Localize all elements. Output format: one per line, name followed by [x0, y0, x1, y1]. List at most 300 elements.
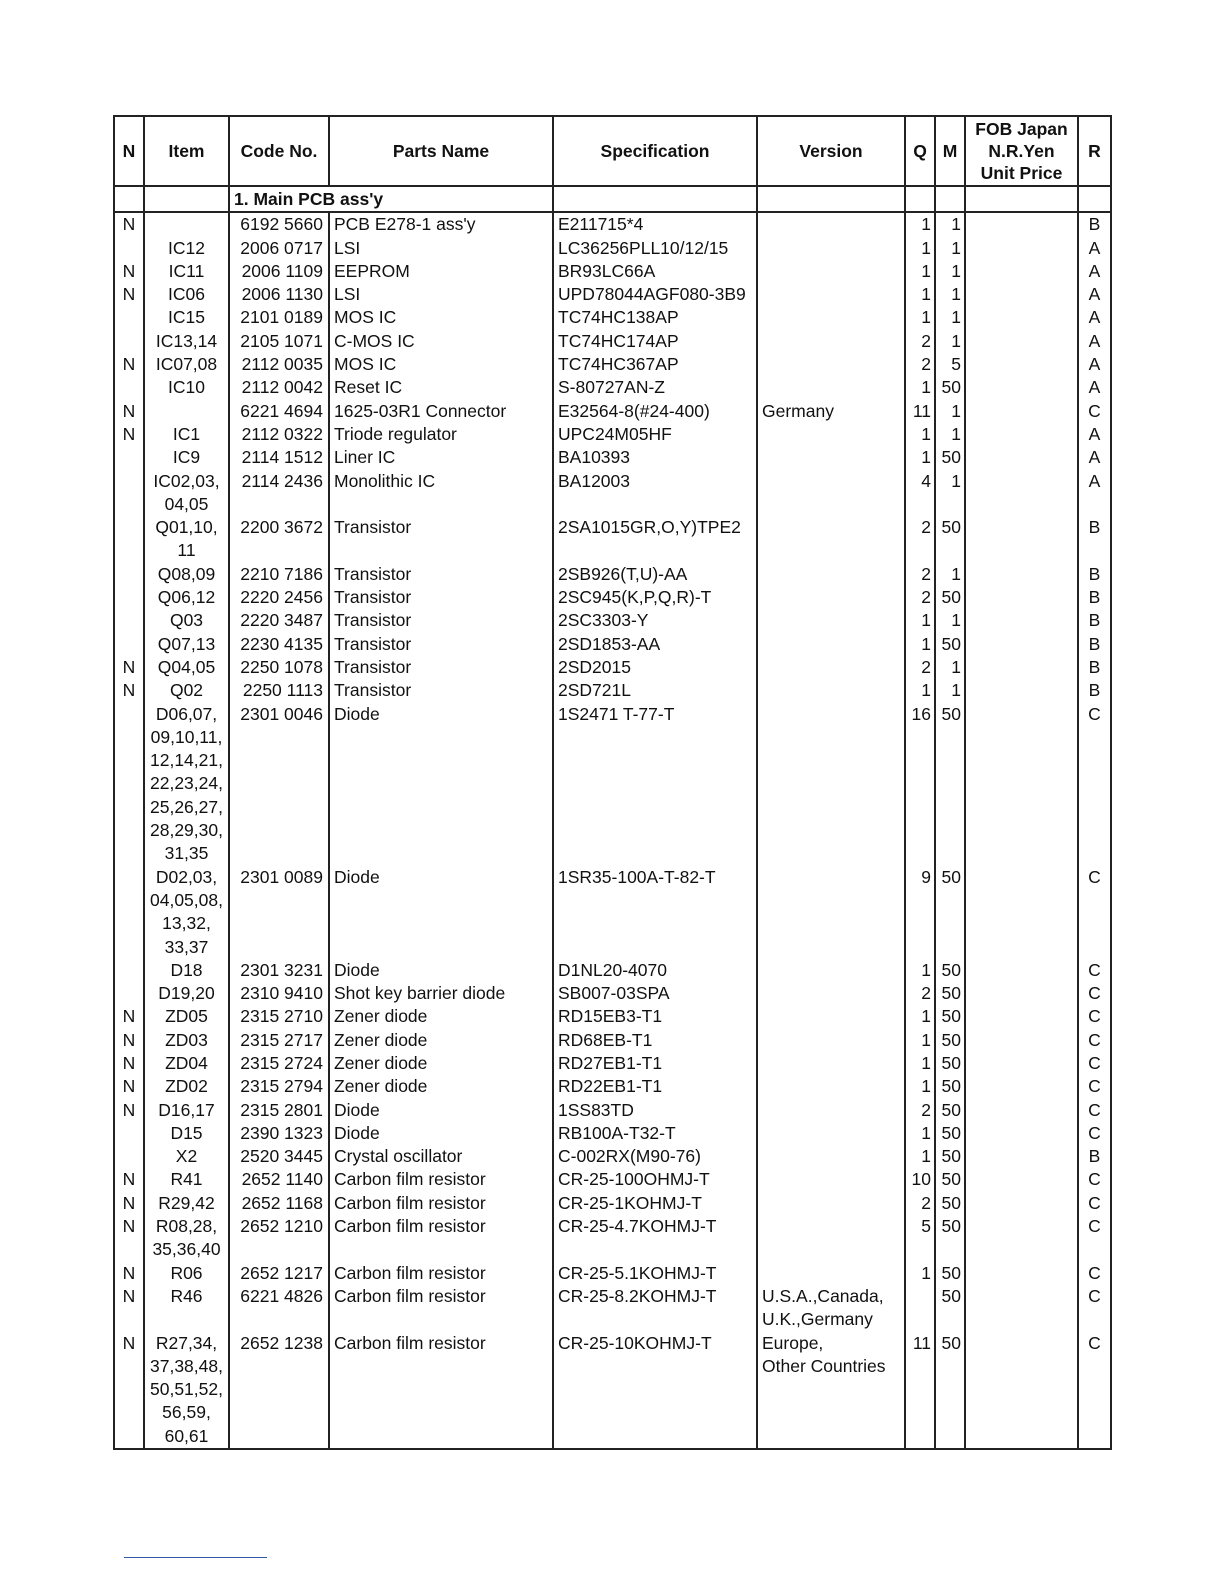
code-cell: 2112 0322	[229, 423, 329, 446]
n-cell	[114, 982, 144, 1005]
code-cell: 2006 1130	[229, 283, 329, 306]
item-cell: R08,28, 35,36,40	[144, 1215, 229, 1262]
specification-cell: E211715*4	[553, 212, 757, 236]
code-cell: 6221 4826	[229, 1285, 329, 1332]
m-cell: 50	[935, 982, 965, 1005]
section-row	[114, 186, 1111, 212]
parts-name-cell: Transistor	[329, 586, 553, 609]
parts-list-sheet	[113, 115, 1110, 1450]
m-cell: 50	[935, 586, 965, 609]
m-cell: 50	[935, 1099, 965, 1122]
parts-name-cell: Carbon film resistor	[329, 1262, 553, 1285]
q-cell: 2	[905, 353, 935, 376]
q-cell: 1	[905, 283, 935, 306]
code-cell: 2220 3487	[229, 609, 329, 632]
parts-name-cell: Diode	[329, 959, 553, 982]
specification-cell: 2SD1853-AA	[553, 633, 757, 656]
r-cell: C	[1078, 1075, 1111, 1098]
q-cell: 1	[905, 376, 935, 399]
price-cell	[965, 679, 1078, 702]
n-cell	[114, 516, 144, 563]
n-cell: N	[114, 400, 144, 423]
item-cell: D16,17	[144, 1099, 229, 1122]
price-cell	[965, 586, 1078, 609]
n-cell	[114, 376, 144, 399]
n-cell: N	[114, 656, 144, 679]
m-cell: 50	[935, 1262, 965, 1285]
q-cell	[905, 1285, 935, 1332]
r-cell: A	[1078, 283, 1111, 306]
version-cell	[757, 1029, 905, 1052]
parts-name-cell: C-MOS IC	[329, 330, 553, 353]
r-cell: A	[1078, 423, 1111, 446]
q-cell: 1	[905, 260, 935, 283]
r-cell: B	[1078, 609, 1111, 632]
parts-name-cell: Transistor	[329, 656, 553, 679]
table-row	[114, 959, 1111, 982]
specification-cell: BR93LC66A	[553, 260, 757, 283]
specification-cell: TC74HC174AP	[553, 330, 757, 353]
specification-cell: 2SD721L	[553, 679, 757, 702]
price-cell	[965, 866, 1078, 959]
version-cell	[757, 1122, 905, 1145]
r-cell: C	[1078, 1332, 1111, 1449]
item-cell: Q08,09	[144, 563, 229, 586]
n-cell	[114, 633, 144, 656]
version-cell	[757, 516, 905, 563]
version-cell	[757, 306, 905, 329]
q-cell: 1	[905, 237, 935, 260]
version-cell	[757, 1005, 905, 1028]
r-cell: B	[1078, 516, 1111, 563]
m-cell: 1	[935, 283, 965, 306]
price-cell	[965, 1099, 1078, 1122]
r-cell: B	[1078, 586, 1111, 609]
specification-cell: UPD78044AGF080-3B9	[553, 283, 757, 306]
parts-name-cell: Zener diode	[329, 1005, 553, 1028]
specification-cell: S-80727AN-Z	[553, 376, 757, 399]
n-cell	[114, 470, 144, 517]
version-cell	[757, 679, 905, 702]
code-cell: 2310 9410	[229, 982, 329, 1005]
q-cell: 1	[905, 679, 935, 702]
n-cell	[114, 703, 144, 866]
q-cell: 1	[905, 212, 935, 236]
r-cell: C	[1078, 1122, 1111, 1145]
version-cell	[757, 609, 905, 632]
price-cell	[965, 1029, 1078, 1052]
q-cell: 10	[905, 1168, 935, 1191]
version-cell	[757, 1145, 905, 1168]
price-cell	[965, 633, 1078, 656]
parts-name-cell: Transistor	[329, 633, 553, 656]
q-cell: 9	[905, 866, 935, 959]
item-cell: IC9	[144, 446, 229, 469]
table-row	[114, 1029, 1111, 1052]
table-row	[114, 1192, 1111, 1215]
item-cell: Q01,10, 11	[144, 516, 229, 563]
r-cell: B	[1078, 679, 1111, 702]
code-cell: 2006 0717	[229, 237, 329, 260]
table-row	[114, 1168, 1111, 1191]
price-cell	[965, 982, 1078, 1005]
item-cell: IC02,03, 04,05	[144, 470, 229, 517]
r-cell: C	[1078, 959, 1111, 982]
n-cell	[114, 446, 144, 469]
parts-name-cell: Reset IC	[329, 376, 553, 399]
price-cell	[965, 306, 1078, 329]
specification-cell: E32564-8(#24-400)	[553, 400, 757, 423]
q-cell: 1	[905, 1075, 935, 1098]
r-cell: A	[1078, 470, 1111, 517]
item-cell: R06	[144, 1262, 229, 1285]
r-cell: A	[1078, 260, 1111, 283]
r-cell: A	[1078, 353, 1111, 376]
parts-name-cell: Carbon film resistor	[329, 1192, 553, 1215]
version-cell	[757, 283, 905, 306]
code-cell: 2230 4135	[229, 633, 329, 656]
r-cell: B	[1078, 563, 1111, 586]
m-cell: 1	[935, 237, 965, 260]
col-header-q: Q	[905, 116, 935, 186]
code-cell: 2315 2724	[229, 1052, 329, 1075]
r-cell: B	[1078, 633, 1111, 656]
table-row	[114, 470, 1111, 517]
specification-cell: 2SD2015	[553, 656, 757, 679]
n-cell: N	[114, 1285, 144, 1332]
item-cell: IC06	[144, 283, 229, 306]
n-cell	[114, 959, 144, 982]
parts-name-cell: Transistor	[329, 563, 553, 586]
specification-cell: CR-25-5.1KOHMJ-T	[553, 1262, 757, 1285]
parts-name-cell: Diode	[329, 1122, 553, 1145]
q-cell: 1	[905, 633, 935, 656]
table-row	[114, 586, 1111, 609]
table-row	[114, 1145, 1111, 1168]
item-cell: Q03	[144, 609, 229, 632]
n-cell: N	[114, 260, 144, 283]
parts-name-cell: Diode	[329, 1099, 553, 1122]
q-cell: 1	[905, 1122, 935, 1145]
r-cell: C	[1078, 1215, 1111, 1262]
table-row	[114, 306, 1111, 329]
r-cell: A	[1078, 376, 1111, 399]
parts-name-cell: Zener diode	[329, 1052, 553, 1075]
version-cell	[757, 1168, 905, 1191]
table-row	[114, 1052, 1111, 1075]
code-cell: 2250 1078	[229, 656, 329, 679]
m-cell: 50	[935, 1285, 965, 1332]
m-cell: 50	[935, 1029, 965, 1052]
r-cell: C	[1078, 703, 1111, 866]
specification-cell: 2SC945(K,P,Q,R)-T	[553, 586, 757, 609]
table-row	[114, 656, 1111, 679]
table-row	[114, 633, 1111, 656]
m-cell: 50	[935, 1005, 965, 1028]
price-cell	[965, 237, 1078, 260]
price-cell	[965, 1215, 1078, 1262]
table-row	[114, 212, 1111, 236]
table-row	[114, 260, 1111, 283]
n-cell	[114, 306, 144, 329]
q-cell: 5	[905, 1215, 935, 1262]
code-cell: 2301 0046	[229, 703, 329, 866]
price-cell	[965, 470, 1078, 517]
specification-cell: BA10393	[553, 446, 757, 469]
n-cell	[114, 563, 144, 586]
code-cell: 2315 2794	[229, 1075, 329, 1098]
m-cell: 50	[935, 1215, 965, 1262]
item-cell: R46	[144, 1285, 229, 1332]
m-cell: 50	[935, 959, 965, 982]
n-cell: N	[114, 1215, 144, 1262]
parts-name-cell: Triode regulator	[329, 423, 553, 446]
price-cell	[965, 1122, 1078, 1145]
m-cell: 1	[935, 423, 965, 446]
code-cell: 2652 1168	[229, 1192, 329, 1215]
q-cell: 1	[905, 609, 935, 632]
table-row	[114, 423, 1111, 446]
col-header-m: M	[935, 116, 965, 186]
q-cell: 11	[905, 400, 935, 423]
n-cell: N	[114, 1099, 144, 1122]
q-cell: 1	[905, 1005, 935, 1028]
code-cell: 2652 1210	[229, 1215, 329, 1262]
n-cell: N	[114, 1052, 144, 1075]
item-cell	[144, 400, 229, 423]
table-row	[114, 1262, 1111, 1285]
specification-cell: C-002RX(M90-76)	[553, 1145, 757, 1168]
parts-table	[113, 115, 1112, 1450]
price-cell	[965, 376, 1078, 399]
table-row	[114, 353, 1111, 376]
version-cell	[757, 212, 905, 236]
specification-cell: RD68EB-T1	[553, 1029, 757, 1052]
item-cell: Q06,12	[144, 586, 229, 609]
code-cell: 6221 4694	[229, 400, 329, 423]
q-cell: 1	[905, 306, 935, 329]
table-row	[114, 446, 1111, 469]
parts-name-cell: Carbon film resistor	[329, 1168, 553, 1191]
col-header-price: FOB Japan N.R.Yen Unit Price	[965, 116, 1078, 186]
q-cell: 2	[905, 1192, 935, 1215]
code-cell: 2112 0035	[229, 353, 329, 376]
col-header-code: Code No.	[229, 116, 329, 186]
version-cell	[757, 1262, 905, 1285]
version-cell	[757, 237, 905, 260]
item-cell: R41	[144, 1168, 229, 1191]
parts-name-cell: Crystal oscillator	[329, 1145, 553, 1168]
q-cell: 2	[905, 656, 935, 679]
r-cell: B	[1078, 212, 1111, 236]
price-cell	[965, 1052, 1078, 1075]
item-cell	[144, 212, 229, 236]
q-cell: 4	[905, 470, 935, 517]
m-cell: 50	[935, 516, 965, 563]
item-cell: D19,20	[144, 982, 229, 1005]
m-cell: 50	[935, 376, 965, 399]
price-cell	[965, 1075, 1078, 1098]
version-cell	[757, 1052, 905, 1075]
parts-name-cell: Zener diode	[329, 1029, 553, 1052]
code-cell: 2301 3231	[229, 959, 329, 982]
table-row	[114, 1215, 1111, 1262]
specification-cell: LC36256PLL10/12/15	[553, 237, 757, 260]
q-cell: 1	[905, 959, 935, 982]
specification-cell: TC74HC367AP	[553, 353, 757, 376]
parts-name-cell: Diode	[329, 866, 553, 959]
specification-cell: RD27EB1-T1	[553, 1052, 757, 1075]
m-cell: 50	[935, 1122, 965, 1145]
n-cell: N	[114, 212, 144, 236]
code-cell: 2315 2717	[229, 1029, 329, 1052]
price-cell	[965, 1285, 1078, 1332]
version-cell	[757, 1099, 905, 1122]
m-cell: 1	[935, 260, 965, 283]
version-cell	[757, 633, 905, 656]
price-cell	[965, 1145, 1078, 1168]
item-cell: X2	[144, 1145, 229, 1168]
r-cell: C	[1078, 1168, 1111, 1191]
specification-cell: 2SC3303-Y	[553, 609, 757, 632]
parts-name-cell: Liner IC	[329, 446, 553, 469]
n-cell	[114, 609, 144, 632]
m-cell: 1	[935, 400, 965, 423]
r-cell: C	[1078, 400, 1111, 423]
version-cell	[757, 330, 905, 353]
price-cell	[965, 656, 1078, 679]
version-cell	[757, 563, 905, 586]
item-cell: IC10	[144, 376, 229, 399]
parts-name-cell: LSI	[329, 237, 553, 260]
r-cell: C	[1078, 1029, 1111, 1052]
m-cell: 50	[935, 1332, 965, 1449]
q-cell: 1	[905, 423, 935, 446]
m-cell: 50	[935, 1168, 965, 1191]
r-cell: A	[1078, 237, 1111, 260]
parts-name-cell: Transistor	[329, 516, 553, 563]
price-cell	[965, 260, 1078, 283]
n-cell	[114, 586, 144, 609]
table-row	[114, 283, 1111, 306]
version-cell	[757, 376, 905, 399]
specification-cell: CR-25-1KOHMJ-T	[553, 1192, 757, 1215]
q-cell: 2	[905, 586, 935, 609]
item-cell: Q02	[144, 679, 229, 702]
version-cell	[757, 586, 905, 609]
n-cell: N	[114, 1005, 144, 1028]
item-cell: D06,07, 09,10,11, 12,14,21, 22,23,24, 25,26,27, 28,29,30, 31,35	[144, 703, 229, 866]
code-cell: 2652 1238	[229, 1332, 329, 1449]
specification-cell: 1S2471 T-77-T	[553, 703, 757, 866]
specification-cell: CR-25-4.7KOHMJ-T	[553, 1215, 757, 1262]
r-cell: C	[1078, 1192, 1111, 1215]
specification-cell: CR-25-100OHMJ-T	[553, 1168, 757, 1191]
specification-cell: D1NL20-4070	[553, 959, 757, 982]
price-cell	[965, 446, 1078, 469]
m-cell: 1	[935, 212, 965, 236]
code-cell: 2220 2456	[229, 586, 329, 609]
code-cell: 2250 1113	[229, 679, 329, 702]
specification-cell: SB007-03SPA	[553, 982, 757, 1005]
table-row	[114, 237, 1111, 260]
n-cell: N	[114, 353, 144, 376]
table-row	[114, 609, 1111, 632]
price-cell	[965, 1168, 1078, 1191]
code-cell: 2390 1323	[229, 1122, 329, 1145]
parts-name-cell: MOS IC	[329, 306, 553, 329]
r-cell: B	[1078, 1145, 1111, 1168]
n-cell	[114, 237, 144, 260]
parts-name-cell: EEPROM	[329, 260, 553, 283]
n-cell: N	[114, 1168, 144, 1191]
r-cell: C	[1078, 982, 1111, 1005]
table-row	[114, 1005, 1111, 1028]
price-cell	[965, 353, 1078, 376]
n-cell: N	[114, 1332, 144, 1449]
table-row	[114, 982, 1111, 1005]
n-cell: N	[114, 1029, 144, 1052]
price-cell	[965, 423, 1078, 446]
code-cell: 2315 2710	[229, 1005, 329, 1028]
table-row	[114, 330, 1111, 353]
code-cell: 2006 1109	[229, 260, 329, 283]
r-cell: A	[1078, 306, 1111, 329]
n-cell: N	[114, 1192, 144, 1215]
version-cell	[757, 982, 905, 1005]
parts-name-cell: Transistor	[329, 609, 553, 632]
specification-cell: CR-25-10KOHMJ-T	[553, 1332, 757, 1449]
price-cell	[965, 212, 1078, 236]
col-header-r: R	[1078, 116, 1111, 186]
parts-name-cell: Diode	[329, 703, 553, 866]
q-cell: 2	[905, 982, 935, 1005]
m-cell: 1	[935, 306, 965, 329]
version-cell	[757, 703, 905, 866]
parts-name-cell: Monolithic IC	[329, 470, 553, 517]
parts-name-cell: 1625-03R1 Connector	[329, 400, 553, 423]
price-cell	[965, 563, 1078, 586]
table-row	[114, 866, 1111, 959]
col-header-item: Item	[144, 116, 229, 186]
price-cell	[965, 609, 1078, 632]
n-cell: N	[114, 1075, 144, 1098]
table-row	[114, 1099, 1111, 1122]
table-row	[114, 400, 1111, 423]
specification-cell: CR-25-8.2KOHMJ-T	[553, 1285, 757, 1332]
m-cell: 50	[935, 866, 965, 959]
parts-name-cell: LSI	[329, 283, 553, 306]
m-cell: 50	[935, 1075, 965, 1098]
item-cell: ZD02	[144, 1075, 229, 1098]
m-cell: 1	[935, 609, 965, 632]
table-row	[114, 563, 1111, 586]
m-cell: 50	[935, 446, 965, 469]
item-cell: ZD03	[144, 1029, 229, 1052]
item-cell: ZD04	[144, 1052, 229, 1075]
item-cell: R29,42	[144, 1192, 229, 1215]
m-cell: 50	[935, 1145, 965, 1168]
specification-cell: 2SA1015GR,O,Y)TPE2	[553, 516, 757, 563]
version-cell	[757, 353, 905, 376]
code-cell: 2112 0042	[229, 376, 329, 399]
r-cell: C	[1078, 1052, 1111, 1075]
n-cell: N	[114, 423, 144, 446]
col-header-n: N	[114, 116, 144, 186]
n-cell	[114, 1145, 144, 1168]
code-cell: 2301 0089	[229, 866, 329, 959]
code-cell: 2114 1512	[229, 446, 329, 469]
